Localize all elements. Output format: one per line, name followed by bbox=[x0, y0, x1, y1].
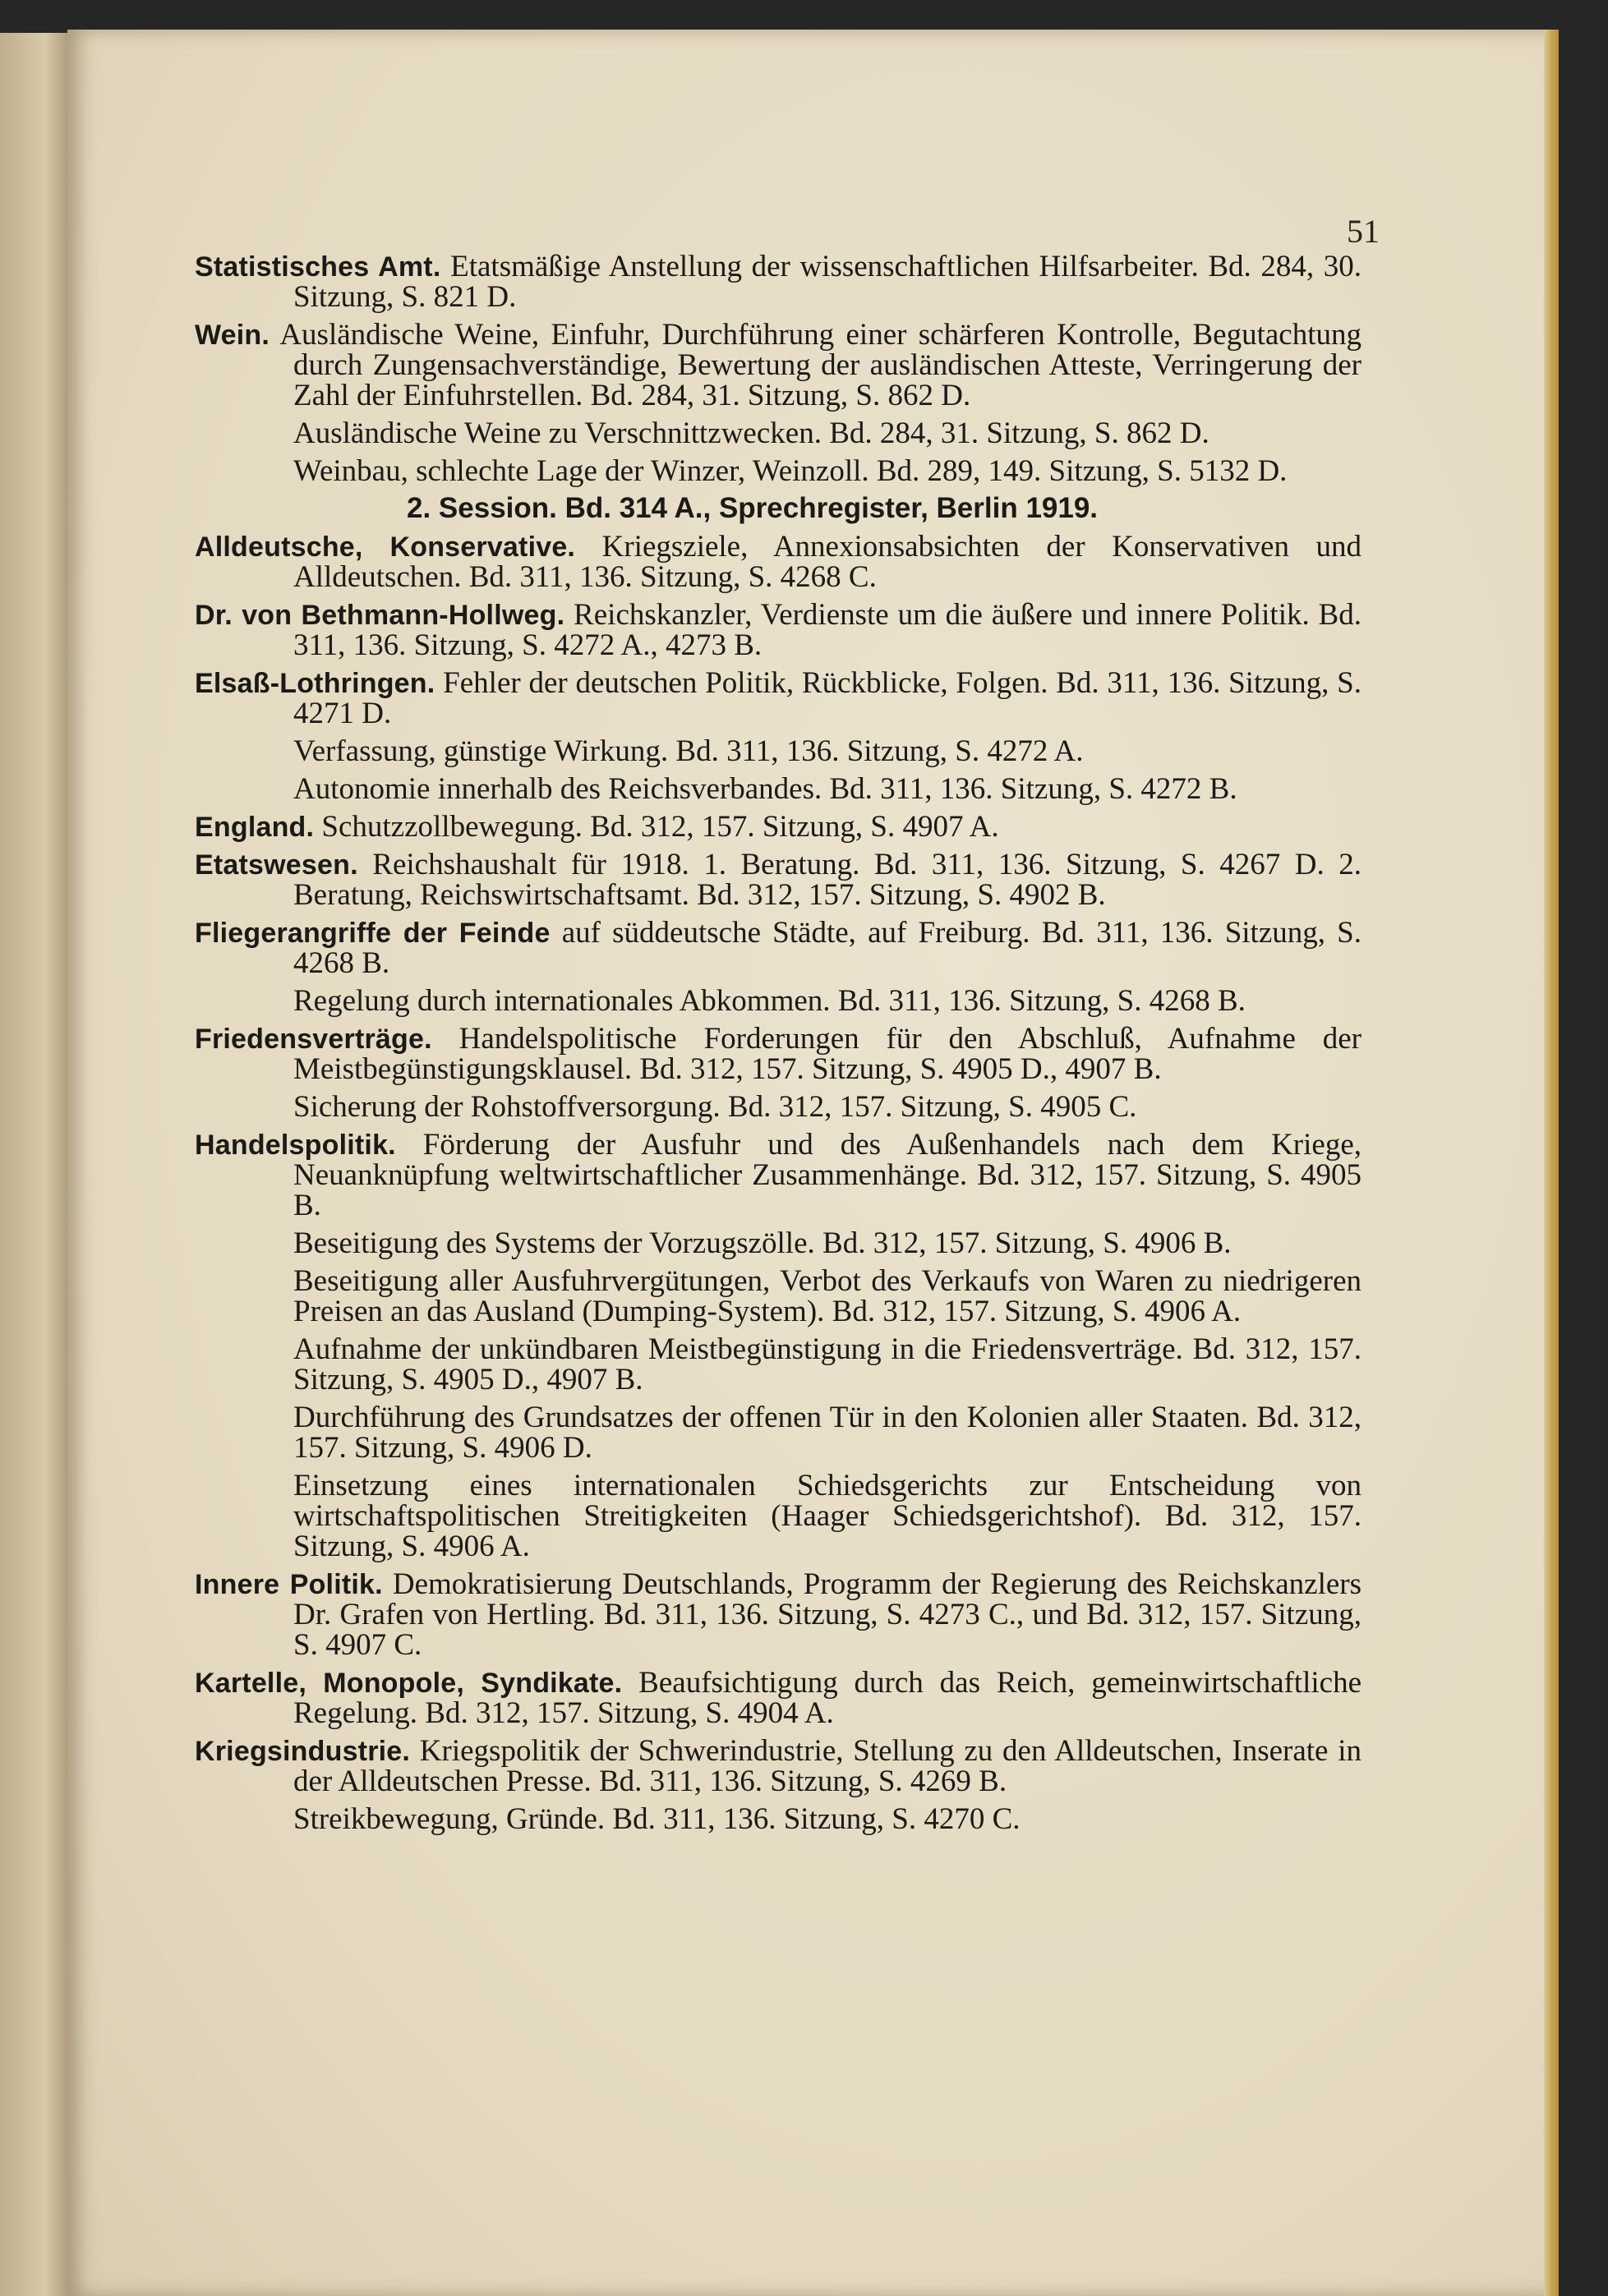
register-entry bbox=[195, 1024, 1362, 1084]
entry-keyword: Kartelle, Monopole, Syndikate. bbox=[195, 1668, 623, 1699]
entry-text: Reichshaushalt für 1918. 1. Beratung. Bd. 311, 136. Sitzung, S. 4267 D. 2. Beratung, Reichswirtschaftsamt. Bd. 312, 157. Sitzung, S. 4902 B. bbox=[293, 848, 1362, 912]
register-entry bbox=[195, 918, 1362, 978]
register-entry bbox=[195, 1736, 1362, 1797]
register-entry bbox=[195, 849, 1362, 910]
entry-keyword: Statistisches Amt. bbox=[195, 251, 441, 283]
register-subentry: Verfassung, günstige Wirkung. Bd. 311, 136. Sitzung, S. 4272 A. bbox=[293, 734, 1084, 768]
entry-keyword: Alldeutsche, Konservative. bbox=[195, 531, 576, 563]
entry-text: Ausländische Weine, Einfuhr, Durchführung einer schärferen Kontrolle, Begutachtung durch Zungensachverständige, Bewertung der ausländischen Atteste, Verringerung der Zahl der Einfuhrstellen. Bd. 284, 31. Sitzung, S. 862 D. bbox=[270, 318, 1362, 412]
register-entry bbox=[195, 812, 1362, 842]
entry-text: Demokratisierung Deutschlands, Programm der Regierung des Reichskanzlers Dr. Grafen von Hertling. Bd. 311, 136. Sitzung, S. 4273 C., und Bd. 312, 157. Sitzung, S. 4907 C. bbox=[293, 1567, 1362, 1662]
entry-keyword: England. bbox=[195, 812, 315, 843]
register-subentry: Regelung durch internationales Abkommen. Bd. 311, 136. Sitzung, S. 4268 B. bbox=[293, 984, 1246, 1018]
register-entry bbox=[195, 531, 1362, 592]
book-page bbox=[67, 30, 1559, 2296]
entry-text: Schutzzollbewegung. Bd. 312, 157. Sitzung, S. 4907 A. bbox=[314, 810, 999, 844]
register-subentry: Ausländische Weine zu Verschnittzwecken. Bd. 284, 31. Sitzung, S. 862 D. bbox=[293, 416, 1209, 450]
register-subentry: Beseitigung aller Ausfuhrvergütungen, Verbot des Verkaufs von Waren zu niedrigeren Preisen an das Ausland (Dumping-System). Bd. 312, 157. Sitzung, S. 4906 A. bbox=[293, 1264, 1362, 1328]
entry-keyword: Elsaß-Lothringen. bbox=[195, 668, 435, 699]
register-subentry: Beseitigung des Systems der Vorzugszölle. Bd. 312, 157. Sitzung, S. 4906 B. bbox=[293, 1226, 1232, 1260]
entry-text: Kriegsziele, Annexionsabsichten der Konservativen und Alldeutschen. Bd. 311, 136. Sitzung, S. 4268 C. bbox=[293, 530, 1362, 594]
entry-text: Kriegspolitik der Schwerindustrie, Stellung zu den Alldeutschen, Inserate in der Alldeutschen Presse. Bd. 311, 136. Sitzung, S. 4269 B. bbox=[293, 1734, 1362, 1798]
page-number: 51 bbox=[1347, 213, 1380, 250]
entry-keyword: Friedensverträge. bbox=[195, 1024, 432, 1055]
session-heading: 2. Session. Bd. 314 A., Sprechregister, Berlin 1919. bbox=[407, 492, 1099, 524]
entry-text: Handelspolitische Forderungen für den Abschluß, Aufnahme der Meistbegünstigungsklausel. Bd. 312, 157. Sitzung, S. 4905 D., 4907 B. bbox=[293, 1022, 1362, 1086]
entry-keyword: Dr. von Bethmann-Hollweg. bbox=[195, 600, 565, 631]
entry-text: Förderung der Ausfuhr und des Außenhandels nach dem Kriege, Neuanknüpfung weltwirtschaftlicher Zusammenhänge. Bd. 312, 157. Sitzung, S. 4905 B. bbox=[293, 1128, 1362, 1222]
entry-text: Etatsmäßige Anstellung der wissenschaftlichen Hilfsarbeiter. Bd. 284, 30. Sitzung, S. 821 D. bbox=[293, 250, 1362, 314]
page-gutter-edge bbox=[1544, 30, 1559, 2296]
register-subentry: Einsetzung eines internationalen Schiedsgerichts zur Entscheidung von wirtschaftspolitischen Streitigkeiten (Haager Schiedsgerichtshof). Bd. 312, 157. Sitzung, S. 4906 A. bbox=[293, 1469, 1362, 1563]
register-subentry: Durchführung des Grundsatzes der offenen Tür in den Kolonien aller Staaten. Bd. 312, 157. Sitzung, S. 4906 D. bbox=[293, 1401, 1362, 1465]
register-entry bbox=[195, 1130, 1362, 1221]
register-entry bbox=[195, 600, 1362, 660]
entry-keyword: Innere Politik. bbox=[195, 1569, 383, 1600]
register-entry bbox=[195, 668, 1362, 729]
entry-keyword: Wein. bbox=[195, 320, 270, 351]
register-subentry: Sicherung der Rohstoffversorgung. Bd. 312, 157. Sitzung, S. 4905 C. bbox=[293, 1090, 1137, 1124]
entry-text: Fehler der deutschen Politik, Rückblicke, Folgen. Bd. 311, 136. Sitzung, S. 4271 D. bbox=[293, 666, 1362, 730]
entry-keyword: Kriegsindustrie. bbox=[195, 1736, 411, 1767]
register-entry bbox=[195, 251, 1362, 312]
entry-keyword: Fliegerangriffe der Feinde bbox=[195, 918, 551, 949]
entry-text: Reichskanzler, Verdienste um die äußere und innere Politik. Bd. 311, 136. Sitzung, S. 4272 A., 4273 B. bbox=[293, 598, 1362, 662]
register-entry bbox=[195, 1569, 1362, 1660]
register-subentry: Autonomie innerhalb des Reichsverbandes. Bd. 311, 136. Sitzung, S. 4272 B. bbox=[293, 772, 1237, 806]
register-subentry: Weinbau, schlechte Lage der Winzer, Weinzoll. Bd. 289, 149. Sitzung, S. 5132 D. bbox=[293, 454, 1288, 488]
entry-text: auf süddeutsche Städte, auf Freiburg. Bd. 311, 136. Sitzung, S. 4268 B. bbox=[293, 916, 1362, 980]
register-entry bbox=[195, 1668, 1362, 1728]
register-entries bbox=[195, 251, 1362, 1842]
entry-keyword: Handelspolitik. bbox=[195, 1130, 396, 1161]
register-subentry: Aufnahme der unkündbaren Meistbegünstigung in die Friedensverträge. Bd. 312, 157. Sitzung, S. 4905 D., 4907 B. bbox=[293, 1332, 1362, 1396]
entry-text: Beaufsichtigung durch das Reich, gemeinwirtschaftliche Regelung. Bd. 312, 157. Sitzung, S. 4904 A. bbox=[293, 1666, 1362, 1730]
register-entry bbox=[195, 320, 1362, 411]
left-page-edge bbox=[0, 33, 76, 2296]
register-subentry: Streikbewegung, Gründe. Bd. 311, 136. Sitzung, S. 4270 C. bbox=[293, 1802, 1021, 1836]
entry-keyword: Etatswesen. bbox=[195, 849, 358, 881]
